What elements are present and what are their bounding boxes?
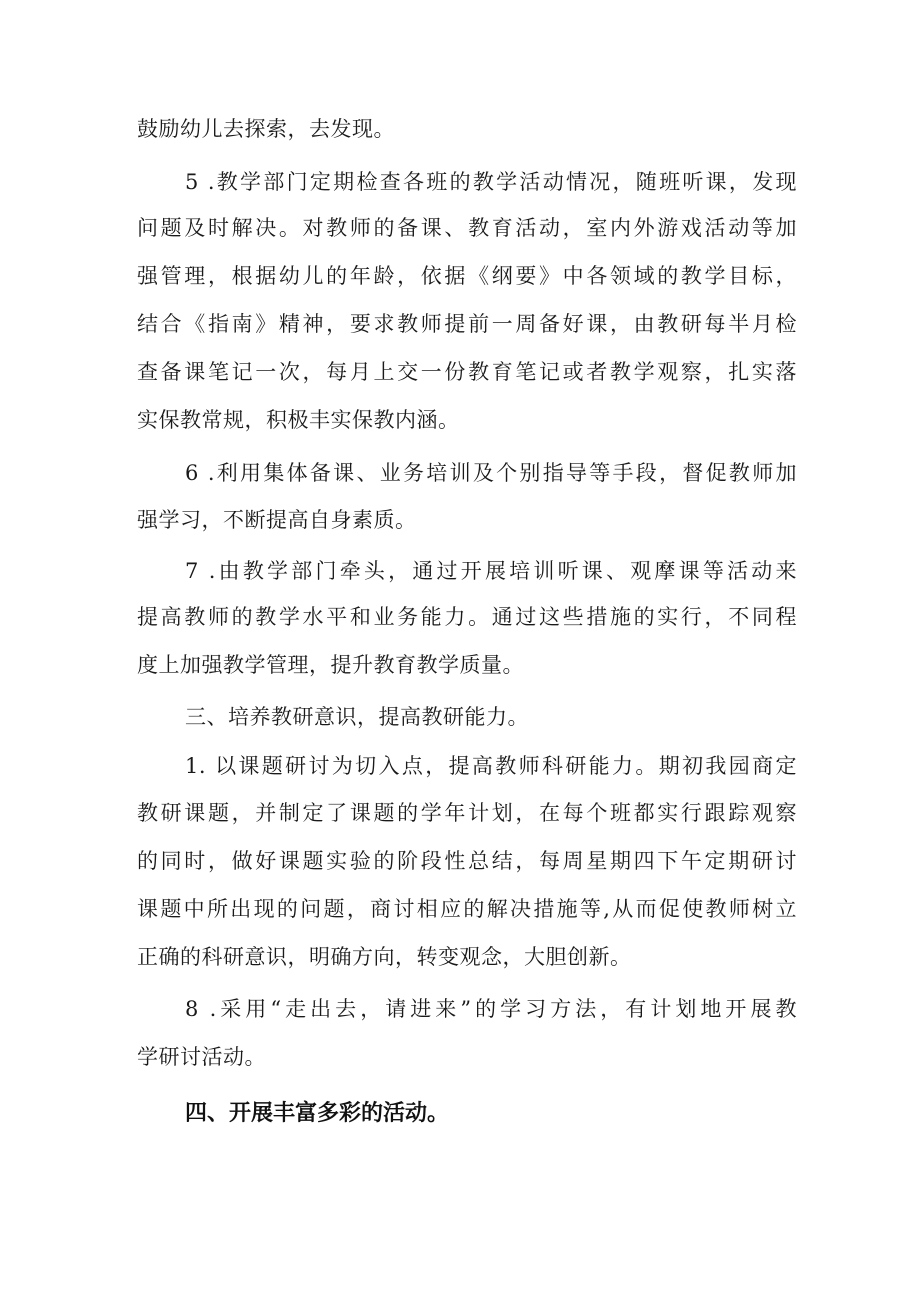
paragraph-item-8-line-1: 8 .采用“走出去，请进来”的学习方法，有计划地开展教 xyxy=(185,997,797,1021)
paragraph-item-1-line-2: 教研课题，并制定了课题的学年计划，在每个班都实行跟踪观察 xyxy=(137,801,797,825)
paragraph-item-6-line-2: 强学习，不断提高自身素质。 xyxy=(137,508,417,532)
paragraph-item-1-line-3: 的同时，做好课题实验的阶段性总结，每周星期四下午定期研讨 xyxy=(137,849,797,873)
paragraph-item-1-line-4: 课题中所出现的问题，商讨相应的解决措施等,从而促使教师树立 xyxy=(137,897,797,921)
paragraph-item-8-line-2: 学研讨活动。 xyxy=(137,1045,266,1069)
paragraph-item-5-line-5: 查备课笔记一次，每月上交一份教育笔记或者教学观察，扎实落 xyxy=(137,360,797,384)
paragraph-item-6-line-1: 6 .利用集体备课、业务培训及个别指导等手段，督促教师加 xyxy=(185,461,797,485)
paragraph-item-5-line-2: 问题及时解决。对教师的备课、教育活动，室内外游戏活动等加 xyxy=(137,216,797,240)
section-3-title: 三、培养教研意识，提高教研能力。 xyxy=(185,705,529,729)
paragraph-item-1-line-1: 1. 以课题研讨为切入点，提高教师科研能力。期初我园商定 xyxy=(185,754,797,778)
section-4-heading: 四、开展丰富多彩的活动。 xyxy=(185,1101,450,1126)
paragraph-item-7-line-1: 7 .由教学部门牵头，通过开展培训听课、观摩课等活动来 xyxy=(185,559,797,583)
paragraph-item-5-line-1: 5 .教学部门定期检查各班的教学活动情况，随班听课，发现 xyxy=(185,170,797,194)
paragraph-item-5-line-3: 强管理，根据幼儿的年龄，依据《纲要》中各领域的教学目标， xyxy=(137,264,797,288)
paragraph-item-7-line-2: 提高教师的教学水平和业务能力。通过这些措施的实行，不同程 xyxy=(137,605,797,629)
paragraph-item-5-line-4: 结合《指南》精神，要求教师提前一周备好课，由教研每半月检 xyxy=(137,312,797,336)
paragraph-item-1-line-5: 正确的科研意识，明确方向，转变观念，大胆创新。 xyxy=(137,945,632,969)
paragraph-item-5-line-6: 实保教常规，积极丰实保教内涵。 xyxy=(137,408,460,432)
paragraph-item-7-line-3: 度上加强教学管理，提升教育教学质量。 xyxy=(137,653,524,677)
paragraph-continuation-line-1: 鼓励幼儿去探索，去发现。 xyxy=(137,117,395,141)
